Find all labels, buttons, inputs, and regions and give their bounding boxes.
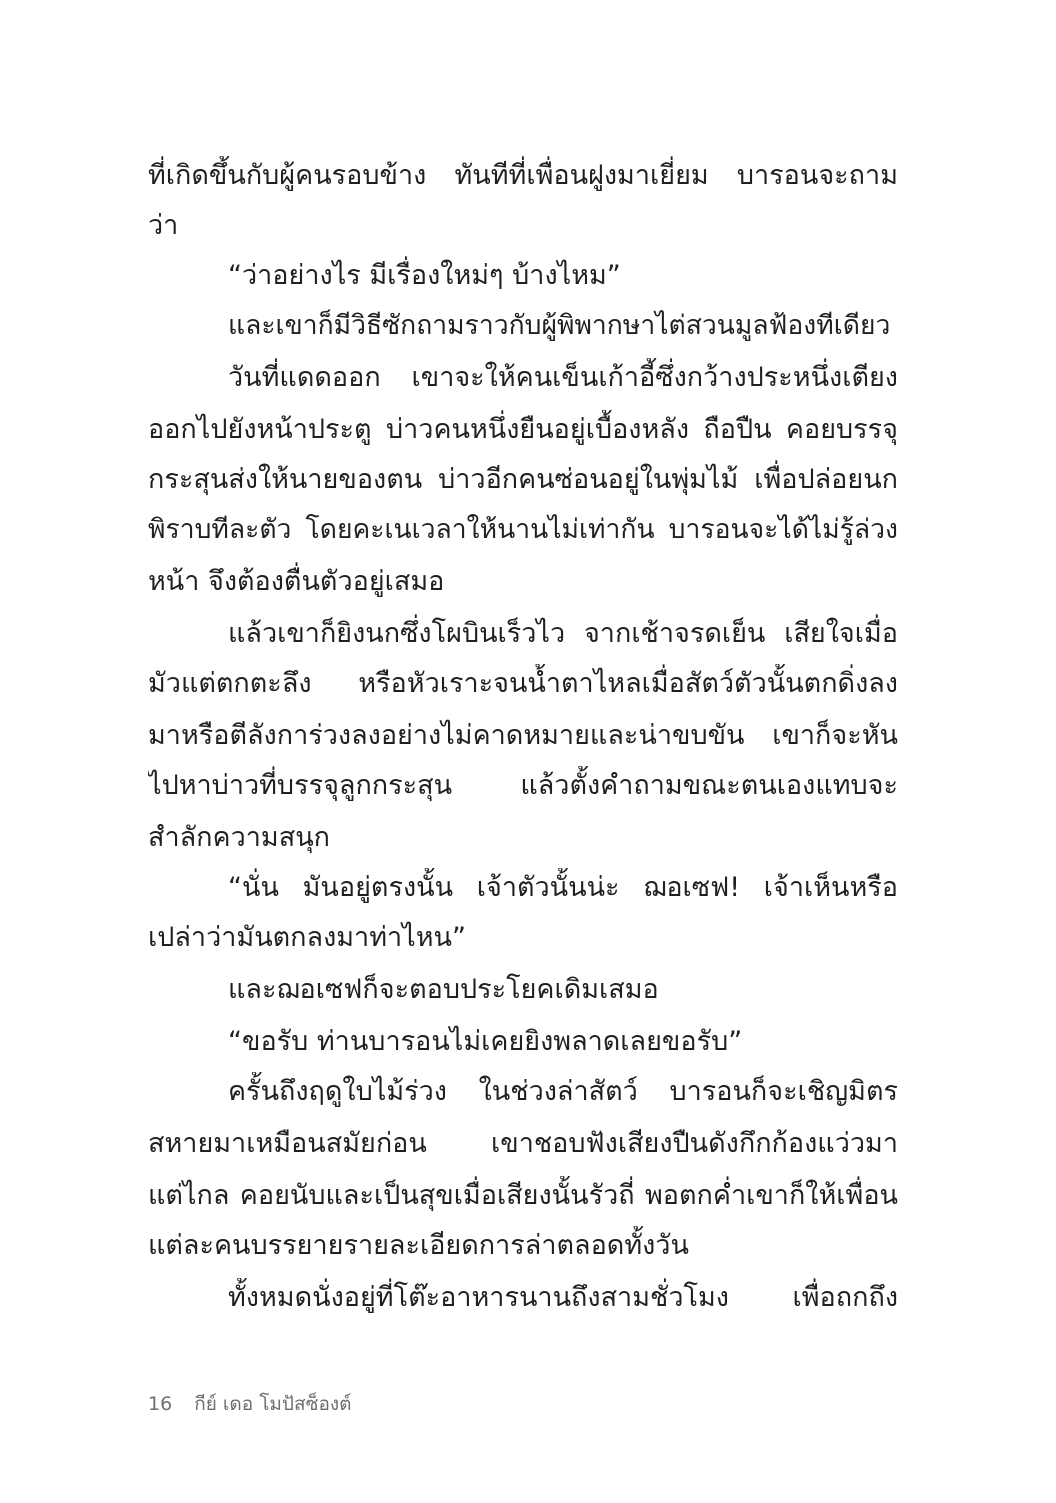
- text-line: แต่ละคนบรรยายรายละเอียดการล่าตลอดทั้งวัน: [148, 1230, 689, 1261]
- text-line: ว่า: [148, 210, 179, 241]
- dialogue-line: “นั่น มันอยู่ตรงนั้น เจ้าตัวนั้นน่ะ ฌอเซฟ! เจ้าเห็นหรือ: [228, 872, 898, 903]
- text-line: กระสุนส่งให้นายของตน บ่าวอีกคนซ่อนอยู่ในพุ่มไม้ เพื่อปล่อยนก: [148, 464, 898, 495]
- text-line: แต่ไกล คอยนับและเป็นสุขเมื่อเสียงนั้นรัวถี่ พอตกค่ำเขาก็ให้เพื่อน: [148, 1180, 898, 1211]
- text-line: ไปหาบ่าวที่บรรจุลูกกระสุน แล้วตั้งคำถามขณะตนเองแทบจะ: [148, 770, 898, 801]
- text-line: มัวแต่ตกตะลึง หรือหัวเราะจนน้ำตาไหลเมื่อสัตว์ตัวนั้นตกดิ่งลง: [148, 668, 898, 699]
- text-line: วันที่แดดออก เขาจะให้คนเข็นเก้าอี้ซึ่งกว้างประหนึ่งเตียง: [228, 362, 898, 393]
- dialogue-line: “ขอรับ ท่านบารอนไม่เคยยิงพลาดเลยขอรับ”: [228, 1026, 743, 1057]
- text-line: และเขาก็มีวิธีซักถามราวกับผู้พิพากษาไต่สวนมูลฟ้องทีเดียว: [228, 310, 891, 341]
- page-footer: [148, 1392, 352, 1416]
- text-line: ออกไปยังหน้าประตู บ่าวคนหนึ่งยืนอยู่เบื้องหลัง ถือปืน คอยบรรจุ: [148, 414, 898, 445]
- text-line: ที่เกิดขึ้นกับผู้คนรอบข้าง ทันทีที่เพื่อนฝูงมาเยี่ยม บารอนจะถาม: [148, 160, 898, 191]
- page-number: 16: [148, 1393, 173, 1415]
- running-title: กีย์ เดอ โมปัสซ็องต์: [194, 1393, 352, 1415]
- text-line: ทั้งหมดนั่งอยู่ที่โต๊ะอาหารนานถึงสามชั่วโมง เพื่อถกถึง: [228, 1282, 898, 1313]
- text-line: สหายมาเหมือนสมัยก่อน เขาชอบฟังเสียงปืนดังกึกก้องแว่วมา: [148, 1128, 898, 1159]
- text-line: พิราบทีละตัว โดยคะเนเวลาให้นานไม่เท่ากัน บารอนจะได้ไม่รู้ล่วง: [148, 514, 898, 545]
- text-line: มาหรือตีลังการ่วงลงอย่างไม่คาดหมายและน่าขบขัน เขาก็จะหัน: [148, 720, 898, 751]
- text-line: แล้วเขาก็ยิงนกซึ่งโผบินเร็วไว จากเช้าจรดเย็น เสียใจเมื่อ: [228, 618, 898, 649]
- dialogue-line: “ว่าอย่างไร มีเรื่องใหม่ๆ บ้างไหม”: [228, 260, 621, 291]
- text-line: สำลักความสนุก: [148, 822, 330, 853]
- dialogue-line: เปล่าว่ามันตกลงมาท่าไหน”: [148, 922, 467, 953]
- text-line: ครั้นถึงฤดูใบไม้ร่วง ในช่วงล่าสัตว์ บารอนก็จะเชิญมิตร: [228, 1076, 898, 1107]
- text-line: หน้า จึงต้องตื่นตัวอยู่เสมอ: [148, 566, 445, 597]
- text-line: และฌอเซฟก็จะตอบประโยคเดิมเสมอ: [228, 974, 659, 1005]
